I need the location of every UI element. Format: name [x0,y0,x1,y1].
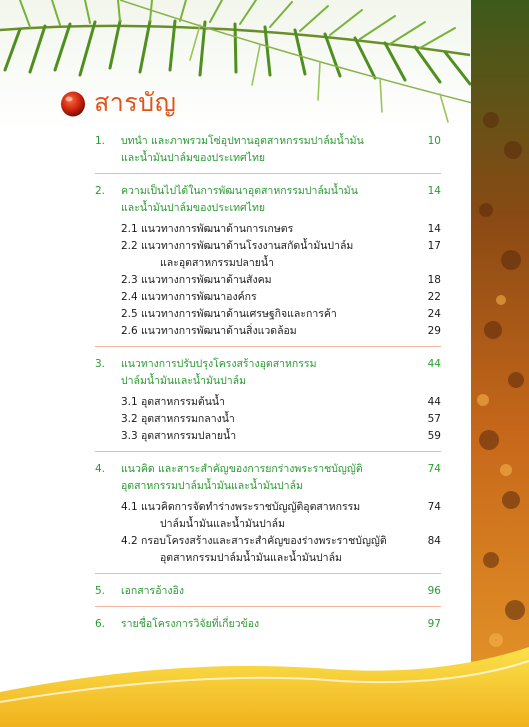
subsection-page-number: 17 [427,240,441,252]
section-number: 1. [95,135,106,147]
toc-section-heading[interactable] [95,356,441,390]
subsection-number: 3.3 [121,430,138,442]
subsection-number: 4.2 [121,535,138,547]
subsection-title [141,272,413,289]
subsection-number: 2.2 [121,240,138,252]
subsection-page-number: 29 [427,325,441,337]
section-number: 6. [95,618,106,630]
section-divider [95,606,441,607]
subsection-number: 2.5 [121,308,138,320]
subsection-title-line: อุตสาหกรรมปาล์มน้ำมันและน้ำมันปาล์ม [160,552,342,564]
subsection-title-line: แนวทางการพัฒนาองค์กร [141,291,257,303]
section-page-number: 96 [427,585,441,597]
indent-spacer [95,221,121,238]
subsection-title [141,428,413,445]
section-page-number: 10 [427,135,441,147]
subsection-number: 2.6 [121,325,138,337]
oil-palm-fruit-icon [58,88,88,118]
subsection-title-line: แนวคิดการจัดทำร่างพระราชบัญญัติอุตสาหกรรม [141,501,361,513]
toc-subsection[interactable] [95,289,441,306]
toc-section-heading[interactable] [95,183,441,217]
section-title [121,616,413,633]
section-title-line: ความเป็นไปได้ในการพัฒนาอุตสาหกรรมปาล์มน้ำมัน [121,185,358,197]
toc-section [95,583,441,607]
section-title-line: อุตสาหกรรมปาล์มน้ำมันและน้ำมันปาล์ม [121,480,303,492]
indent-spacer [95,238,121,272]
subsection-title [141,394,413,411]
section-number: 3. [95,358,106,370]
indent-spacer [95,499,121,533]
section-page-number: 14 [427,185,441,197]
section-divider [95,451,441,452]
subsection-number: 4.1 [121,501,138,513]
toc-subsection[interactable] [95,394,441,411]
subsection-page-number: 57 [427,413,441,425]
subsection-page-number: 22 [427,291,441,303]
subsection-title [141,306,413,323]
title-row [58,86,176,120]
section-title-line: แนวคิด และสาระสำคัญของการยกร่างพระราชบัญญัติ [121,463,363,475]
toc-subsection[interactable] [95,238,441,272]
toc-subsection[interactable] [95,306,441,323]
subsection-page-number: 84 [427,535,441,547]
toc-subsection-list [95,499,441,567]
subsection-page-number: 44 [427,396,441,408]
subsection-title-line: แนวทางการพัฒนาด้านการเกษตร [141,223,294,235]
toc-subsection-list [95,394,441,445]
indent-spacer [95,428,121,445]
section-divider [95,173,441,174]
subsection-page-number: 59 [427,430,441,442]
indent-spacer [95,323,121,340]
subsection-number: 3.2 [121,413,138,425]
page-title: สารบัญ [94,88,177,117]
subsection-page-number: 14 [427,223,441,235]
subsection-title-line: แนวทางการพัฒนาด้านสังคม [141,274,272,286]
subsection-title-line: กรอบโครงสร้างและสาระสำคัญของร่างพระราชบัญญัติ [141,535,387,547]
subsection-title-line: อุตสาหกรรมต้นน้ำ [141,396,225,408]
section-number: 4. [95,463,106,475]
indent-spacer [95,411,121,428]
indent-spacer [95,272,121,289]
section-title [121,583,413,600]
section-title [121,133,413,167]
section-title-line: แนวทางการปรับปรุงโครงสร้างอุตสาหกรรม [121,358,317,370]
section-divider [95,573,441,574]
section-title-line: และน้ำมันปาล์มของประเทศไทย [121,202,266,214]
toc-section-heading[interactable] [95,583,441,600]
toc-subsection[interactable] [95,533,441,567]
section-title-line: รายชื่อโครงการวิจัยที่เกี่ยวข้อง [121,618,260,630]
toc-section [95,616,441,633]
section-page-number: 74 [427,463,441,475]
section-title-line: และน้ำมันปาล์มของประเทศไทย [121,152,266,164]
subsection-title [141,323,413,340]
subsection-title [141,533,413,567]
section-title [121,183,413,217]
toc-section [95,183,441,347]
subsection-title-line: และอุตสาหกรรมปลายน้ำ [160,257,274,269]
subsection-page-number: 18 [427,274,441,286]
subsection-title-line: ปาล์มน้ำมันและน้ำมันปาล์ม [160,518,286,530]
section-number: 5. [95,585,106,597]
subsection-title-line: อุตสาหกรรมกลางน้ำ [141,413,235,425]
section-title-line: ปาล์มน้ำมันและน้ำมันปาล์ม [121,375,247,387]
section-title [121,461,413,495]
toc-subsection[interactable] [95,221,441,238]
subsection-title-line: แนวทางการพัฒนาด้านโรงงานสกัดน้ำมันปาล์ม [141,240,354,252]
toc-section [95,133,441,174]
subsection-page-number: 24 [427,308,441,320]
indent-spacer [95,306,121,323]
subsection-number: 2.4 [121,291,138,303]
subsection-page-number: 74 [427,501,441,513]
toc-section-heading[interactable] [95,616,441,633]
toc-section [95,461,441,574]
subsection-title [141,238,413,272]
toc-section [95,356,441,452]
section-title [121,356,413,390]
toc-subsection[interactable] [95,499,441,533]
indent-spacer [95,533,121,567]
subsection-number: 2.3 [121,274,138,286]
section-divider [95,346,441,347]
subsection-title [141,289,413,306]
subsection-title [141,411,413,428]
section-page-number: 44 [427,358,441,370]
subsection-title-line: อุตสาหกรรมปลายน้ำ [141,430,237,442]
toc-subsection[interactable] [95,428,441,445]
toc-section-heading[interactable] [95,461,441,495]
toc-subsection-list [95,221,441,340]
section-title-line: เอกสารอ้างอิง [121,585,184,597]
section-page-number: 97 [427,618,441,630]
subsection-title [141,221,413,238]
subsection-number: 3.1 [121,396,138,408]
palm-fruit-strip [471,0,529,727]
subsection-title [141,499,413,533]
toc-section-heading[interactable] [95,133,441,167]
subsection-title-line: แนวทางการพัฒนาด้านเศรษฐกิจและการค้า [141,308,337,320]
toc-subsection[interactable] [95,411,441,428]
subsection-number: 2.1 [121,223,138,235]
indent-spacer [95,289,121,306]
indent-spacer [95,394,121,411]
section-number: 2. [95,185,106,197]
toc-subsection[interactable] [95,272,441,289]
toc-subsection[interactable] [95,323,441,340]
bottom-wave-decoration [0,647,529,727]
section-title-line: บทนำ และภาพรวมโซ่อุปทานอุตสาหกรรมปาล์มน้ำมัน [121,135,364,147]
subsection-title-line: แนวทางการพัฒนาด้านสิ่งแวดล้อม [141,325,297,337]
table-of-contents [95,133,441,642]
